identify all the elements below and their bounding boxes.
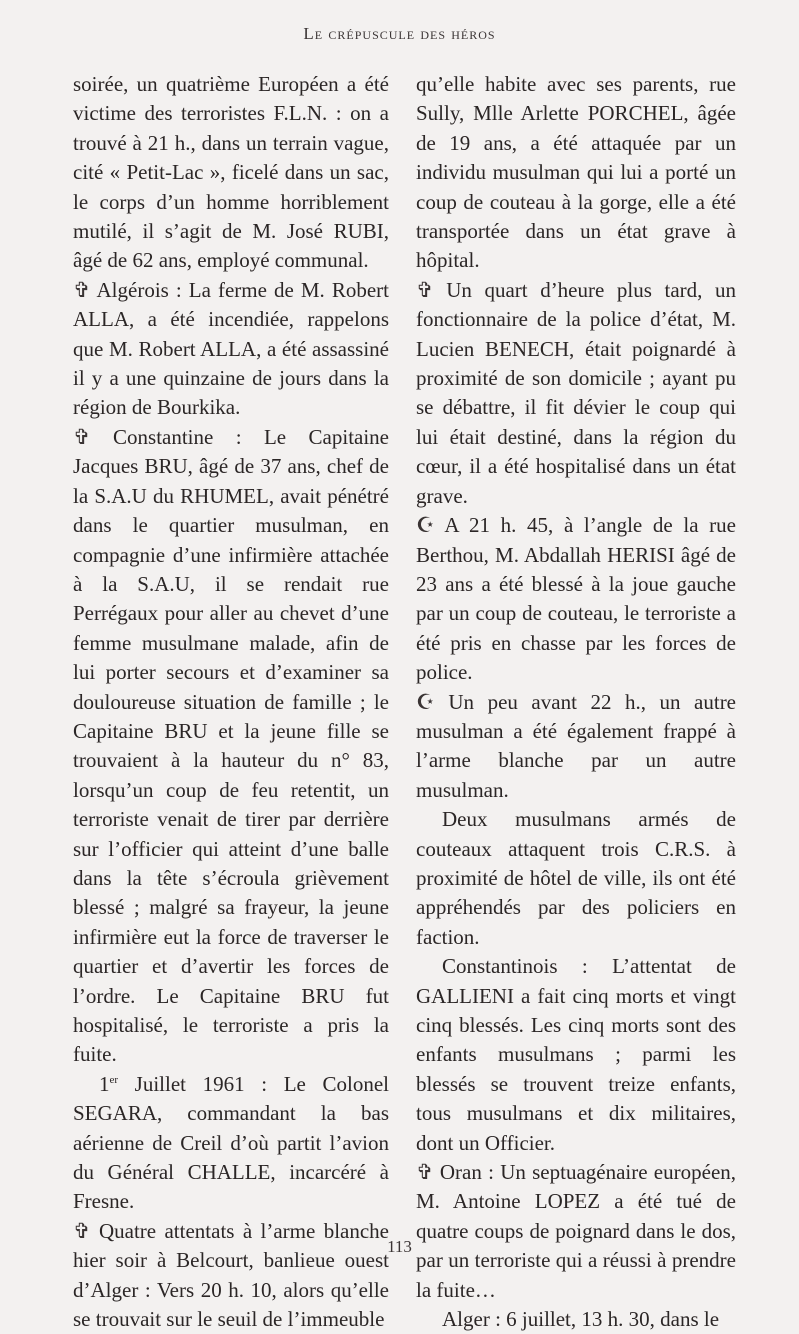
crescent-icon: ☪ (416, 689, 435, 714)
paragraph-text: Quatre attentats à l’arme blanche hier soir à Belcourt, banlieue ouest d’Alger : Vers 20 h. 10, alors qu’elle se trouvait sur le seuil de l’immeuble (73, 1218, 389, 1332)
latin-cross-icon: ✞ (73, 1218, 91, 1243)
running-title: Le crépuscule des héros (303, 24, 496, 43)
running-header (0, 24, 799, 44)
paragraph-text: Juillet 1961 : Le Colonel SEGARA, commandant la bas aérienne de Creil d’où partit l’avion du Général CHALLE, incarcéré à Fresne. (73, 1071, 389, 1214)
paragraph-text: Un quart d’heure plus tard, un fonctionnaire de la police d’état, M. Lucien BENECH, était poignardé à proximité de son domicile ; ayant pu se débattre, il fit dévier le coup qui lui était destiné, dans la région du cœur, il a été hospitalisé dans un état grave. (416, 277, 736, 508)
date-day: 1 (99, 1071, 110, 1096)
ordinal-suffix: er (109, 1073, 119, 1086)
paragraph-text: A 21 h. 45, à l’angle de la rue Berthou, M. Abdallah HERISI âgé de 23 ans a été blessé à la joue gauche par un coup de couteau, le terroriste a été pris en chasse par les forces de police. (416, 513, 736, 685)
paragraph (73, 1217, 389, 1334)
latin-cross-icon: ✞ (416, 1160, 434, 1185)
paragraph-text: Oran : Un septuagénaire européen, M. Antoine LOPEZ a été tué de quatre coups de poignard dans le dos, par un terroriste qui a réussi à prendre la fuite… (416, 1160, 737, 1302)
paragraph (416, 511, 736, 687)
page-number: 113 (387, 1237, 412, 1256)
paragraph (416, 276, 736, 511)
left-column (73, 70, 389, 1334)
paragraph (73, 276, 389, 423)
right-column (416, 70, 736, 1334)
paragraph-text: Un peu avant 22 h., un autre musulman a été également frappé à l’arme blanche par un autre musulman. (416, 689, 737, 802)
paragraph (73, 423, 389, 1070)
paragraph (416, 688, 736, 806)
crescent-icon: ☪ (416, 513, 435, 538)
paragraph: Deux musulmans armés de couteaux attaquent trois C.R.S. à proximité de hôtel de ville, ils ont été appréhendés par des policiers en faction. (416, 807, 736, 949)
paragraph-text: Algérois : La ferme de M. Robert ALLA, a été incendiée, rappelons que M. Robert ALLA, a été assassiné il y a une quinzaine de jours dans la région de Bourkika. (73, 277, 390, 420)
paragraph (416, 1158, 736, 1305)
latin-cross-icon: ✞ (416, 277, 434, 302)
paragraph-text: Constantine : Le Capitaine Jacques BRU, âgé de 37 ans, chef de la S.A.U du RHUMEL, avait pénétré dans le quartier musulman, en compagnie d’une infirmière attachée à la S.A.U, il se rendait rue Perrégaux pour aller au chevet d’une femme musulmane malade, afin de lui porter secours et d’examiner sa douloureuse situation de famille ; le Capitaine BRU et la jeune fille se trouvaient à la hauteur du n° 83, lorsqu’un coup de feu retentit, un terroriste venait de tirer par derrière sur l’officier qui atteint d’une balle dans la tête s’écroula grièvement blessé ; malgré sa frayeur, la jeune infirmière eut la force de traverser le quartier et d’avertir les forces de l’ordre. Le Capitaine BRU fut hospitalisé, le terroriste a pris la fuite. (73, 424, 390, 1067)
paragraph: Constantinois : L’attentat de GALLIENI a fait cinq morts et vingt cinq blessés. Les cinq morts sont des enfants musulmans ; parmi les blessés se trouvent treize enfants, tous musulmans et dix militaires, dont un Officier. (416, 954, 736, 1155)
paragraph: Alger : 6 juillet, 13 h. 30, dans le (442, 1307, 720, 1332)
paragraph: qu’elle habite avec ses parents, rue Sully, Mlle Arlette PORCHEL, âgée de 19 ans, a été attaquée par un individu musulman qui lui a porté un coup de couteau à la gorge, elle a été transportée dans un état grave à hôpital. (416, 72, 736, 273)
paragraph: soirée, un quatrième Européen a été victime des terroristes F.L.N. : on a trouvé à 21 h., dans un terrain vague, cité « Petit-Lac », ficelé dans un sac, le corps d’un homme horriblement mutilé, il s’agit de M. José RUBI, âgé de 62 ans, employé communal. (73, 72, 389, 273)
latin-cross-icon: ✞ (73, 277, 91, 302)
paragraph (73, 1070, 389, 1217)
latin-cross-icon: ✞ (73, 424, 91, 449)
